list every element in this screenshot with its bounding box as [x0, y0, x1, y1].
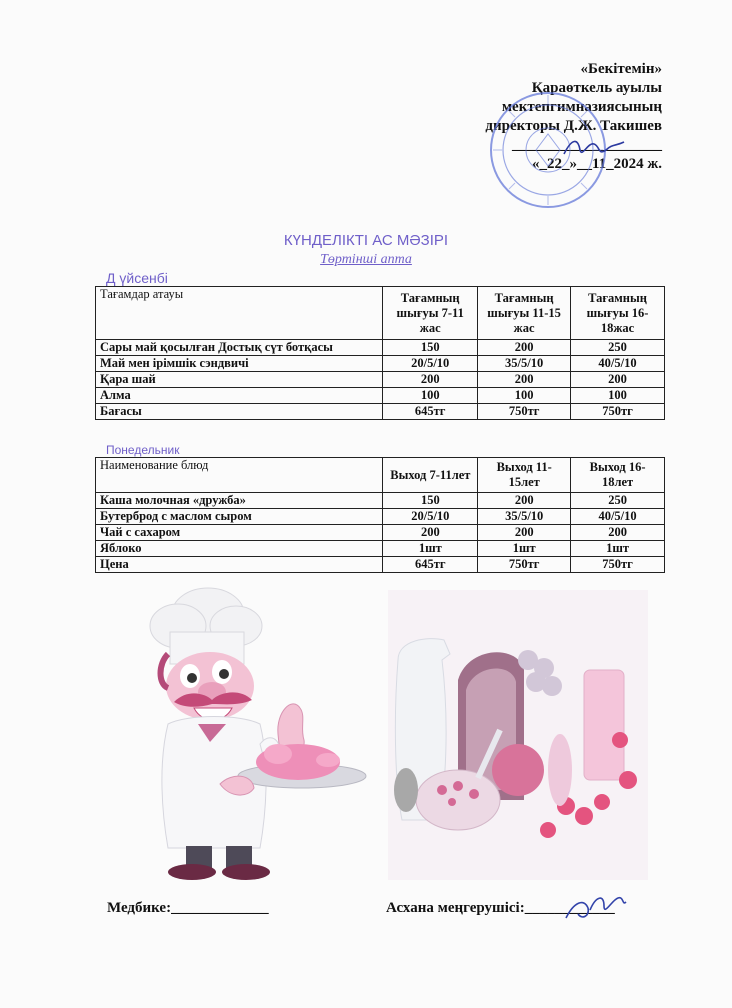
- portion-cell: 150: [383, 493, 478, 509]
- portion-cell: 100: [478, 388, 571, 404]
- portion-cell: 200: [571, 525, 665, 541]
- header-cell: Тағамдар атауы: [96, 287, 383, 340]
- portion-cell: 40/5/10: [571, 509, 665, 525]
- chef-illustration-icon: [128, 584, 368, 884]
- portion-cell: 1шт: [571, 541, 665, 557]
- table-row: [96, 388, 665, 404]
- header-cell: Выход 11-15лет: [478, 458, 571, 493]
- dish-name: Бағасы: [96, 404, 383, 420]
- dish-name: Каша молочная «дружба»: [96, 493, 383, 509]
- menu-title: КҮНДЕЛІКТІ АС МӘЗІРІ: [283, 232, 449, 249]
- portion-cell: 20/5/10: [383, 509, 478, 525]
- approval-line: «Бекітемін»: [580, 61, 662, 77]
- portion-cell: 1шт: [383, 541, 478, 557]
- header-cell: Наименование блюд: [96, 458, 383, 493]
- portion-cell: 250: [571, 340, 665, 356]
- price-cell: 750тг: [571, 557, 665, 573]
- portion-cell: 200: [383, 372, 478, 388]
- price-cell: 750тг: [571, 404, 665, 420]
- portion-cell: 1шт: [478, 541, 571, 557]
- price-cell: 645тг: [383, 404, 478, 420]
- canteen-manager-signature-icon: [560, 888, 630, 928]
- portion-cell: 200: [383, 525, 478, 541]
- header-cell: Выход 7-11лет: [383, 458, 478, 493]
- table-row: [96, 372, 665, 388]
- portion-cell: 250: [571, 493, 665, 509]
- price-cell: 750тг: [478, 404, 571, 420]
- price-cell: 645тг: [383, 557, 478, 573]
- table-header-row: [96, 287, 665, 340]
- header-cell: Тағамның шығуы 11-15 жас: [478, 287, 571, 340]
- breakfast-food-illustration-icon: [388, 590, 648, 880]
- price-cell: 750тг: [478, 557, 571, 573]
- kz-day-label: Д үйсенбі: [106, 270, 168, 286]
- portion-cell: 150: [383, 340, 478, 356]
- ru-day-label: Понедельник: [106, 443, 180, 457]
- table-row: [96, 525, 665, 541]
- approval-line: мектепгимназиясының: [501, 99, 662, 115]
- table-row: [96, 493, 665, 509]
- dish-name: Цена: [96, 557, 383, 573]
- portion-cell: 200: [478, 340, 571, 356]
- portion-cell: 35/5/10: [478, 356, 571, 372]
- table-row: [96, 340, 665, 356]
- table-header-row: [96, 458, 665, 493]
- header-cell: Выход 16-18лет: [571, 458, 665, 493]
- nurse-signature-line: Медбике:_____________: [107, 900, 269, 916]
- dish-name: Май мен ірімшік сэндвичі: [96, 356, 383, 372]
- portion-cell: 100: [383, 388, 478, 404]
- header-cell: Тағамның шығуы 7-11 жас: [383, 287, 478, 340]
- approval-line: ____________________: [512, 137, 662, 153]
- table-row: [96, 557, 665, 573]
- portion-cell: 35/5/10: [478, 509, 571, 525]
- portion-cell: 100: [571, 388, 665, 404]
- table-row: [96, 509, 665, 525]
- dish-name: Қара шай: [96, 372, 383, 388]
- dish-name: Чай с сахаром: [96, 525, 383, 541]
- portion-cell: 40/5/10: [571, 356, 665, 372]
- approval-date: «_22_»__11_2024 ж.: [531, 156, 662, 172]
- ru-menu-table: [95, 457, 665, 573]
- dish-name: Яблоко: [96, 541, 383, 557]
- dish-name: Бутерброд с маслом сыром: [96, 509, 383, 525]
- kz-menu-table: [95, 286, 665, 420]
- dish-name: Сары май қосылған Достық сүт ботқасы: [96, 340, 383, 356]
- table-row: [96, 356, 665, 372]
- portion-cell: 200: [478, 372, 571, 388]
- portion-cell: 200: [571, 372, 665, 388]
- director-signature-icon: [560, 132, 630, 162]
- portion-cell: 200: [478, 493, 571, 509]
- dish-name: Алма: [96, 388, 383, 404]
- approval-line: директоры Д.Ж. Такишев: [485, 118, 662, 134]
- portion-cell: 20/5/10: [383, 356, 478, 372]
- menu-subtitle: Төртінші апта: [320, 252, 412, 267]
- table-row: [96, 404, 665, 420]
- table-row: [96, 541, 665, 557]
- header-cell: Тағамның шығуы 16-18жас: [571, 287, 665, 340]
- portion-cell: 200: [478, 525, 571, 541]
- approval-line: Қараөткель ауылы: [531, 80, 662, 96]
- canteen-manager-signature-line: Асхана меңгерушісі:____________: [386, 900, 615, 916]
